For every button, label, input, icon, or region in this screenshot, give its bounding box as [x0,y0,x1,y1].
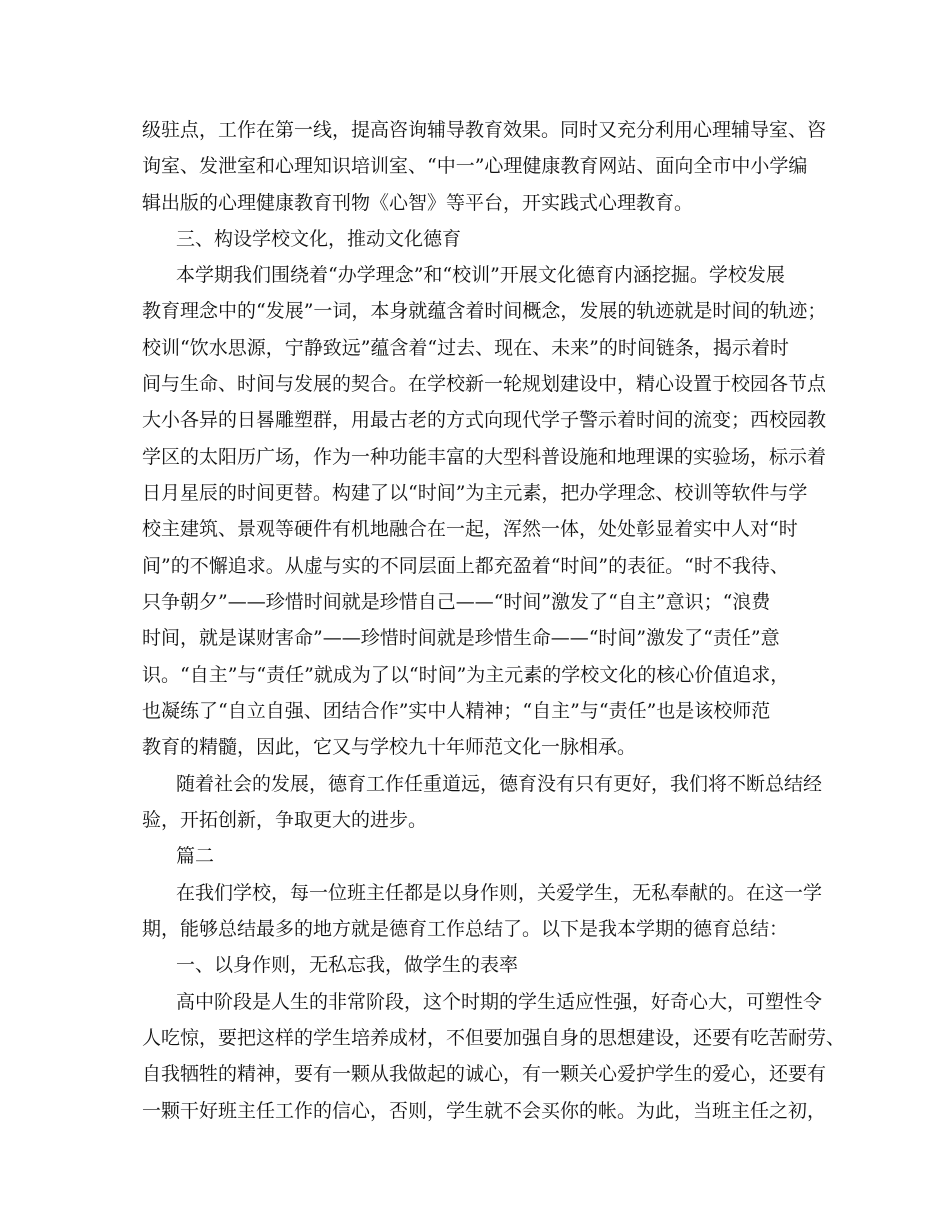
text-line: 随着社会的发展，德育工作任重道远，德育没有只有更好，我们将不断总结经 [176,773,823,795]
text-line: 询室、发泄室和心理知识培训室、“中一”心理健康教育网站、面向全市中小学编 [142,155,808,177]
section-heading: 一、以身作则，无私忘我，做学生的表率 [176,954,519,976]
text-line: 级驻点，工作在第一线，提高咨询辅导教育效果。同时又充分利用心理辅导室、咨 [142,119,827,141]
text-line: 大小各异的日晷雕塑群，用最古老的方式向现代学子警示着时间的流变；西校园教 [142,409,827,431]
text-line: 识。“自主”与“责任”就成为了以“时间”为主元素的学校文化的核心价值追求， [142,664,790,686]
text-line: 学区的太阳历广场，作为一种功能丰富的大型科普设施和地理课的实验场，标示着 [142,446,827,468]
text-line: 教育的精髓，因此，它又与学校九十年师范文化一脉相承。 [142,736,637,758]
text-line: 时间，就是谋财害命”——珍惜时间就是珍惜生命——“时间”激发了“责任”意 [142,627,780,649]
text-line: 只争朝夕”——珍惜时间就是珍惜自己——“时间”激发了“自主”意识；“浪费 [142,591,771,613]
text-line: 高中阶段是人生的非常阶段，这个时期的学生适应性强，好奇心大，可塑性令 [176,991,823,1013]
section-heading: 篇二 [176,845,215,867]
text-line: 间与生命、时间与发展的契合。在学校新一轮规划建设中，精心设置于校园各节点 [142,373,827,395]
text-line: 期，能够总结最多的地方就是德育工作总结了。以下是我本学期的德育总结： [142,918,789,940]
text-line: 教育理念中的“发展”一词，本身就蕴含着时间概念，发展的轨迹就是时间的轨迹； [142,300,827,322]
text-line: 间”的不懈追求。从虚与实的不同层面上都充盈着“时间”的表征。“时不我待、 [142,555,789,577]
text-line: 校主建筑、景观等硬件有机地融合在一起，浑然一体，处处彰显着实中人对“时 [142,518,798,540]
section-heading: 三、构设学校文化，推动文化德育 [176,228,462,250]
text-line: 人吃惊，要把这样的学生培养成材，不但要加强自身的思想建设，还要有吃苦耐劳、 [142,1027,846,1049]
text-line: 自我牺牲的精神，要有一颗从我做起的诚心，有一颗关心爱护学生的爱心，还要有 [142,1063,827,1085]
text-line: 也凝练了“自立自强、团结合作”实中人精神；“自主”与“责任”也是该校师范 [142,700,771,722]
text-line: 验，开拓创新，争取更大的进步。 [142,809,428,831]
text-line: 一颗干好班主任工作的信心，否则，学生就不会买你的帐。为此，当班主任之初， [142,1100,827,1122]
text-line: 校训“饮水思源，宁静致远”蕴含着“过去、现在、未来”的时间链条，揭示着时 [142,337,789,359]
text-line: 辑出版的心理健康教育刊物《心智》等平台，开实践式心理教育。 [142,192,694,214]
text-line: 本学期我们围绕着“办学理念”和“校训”开展文化德育内涵挖掘。学校发展 [176,264,785,286]
text-line: 在我们学校，每一位班主任都是以身作则，关爱学生，无私奉献的。在这一学 [176,882,823,904]
text-line: 日月星辰的时间更替。构建了以“时间”为主元素，把办学理念、校训等软件与学 [142,482,808,504]
